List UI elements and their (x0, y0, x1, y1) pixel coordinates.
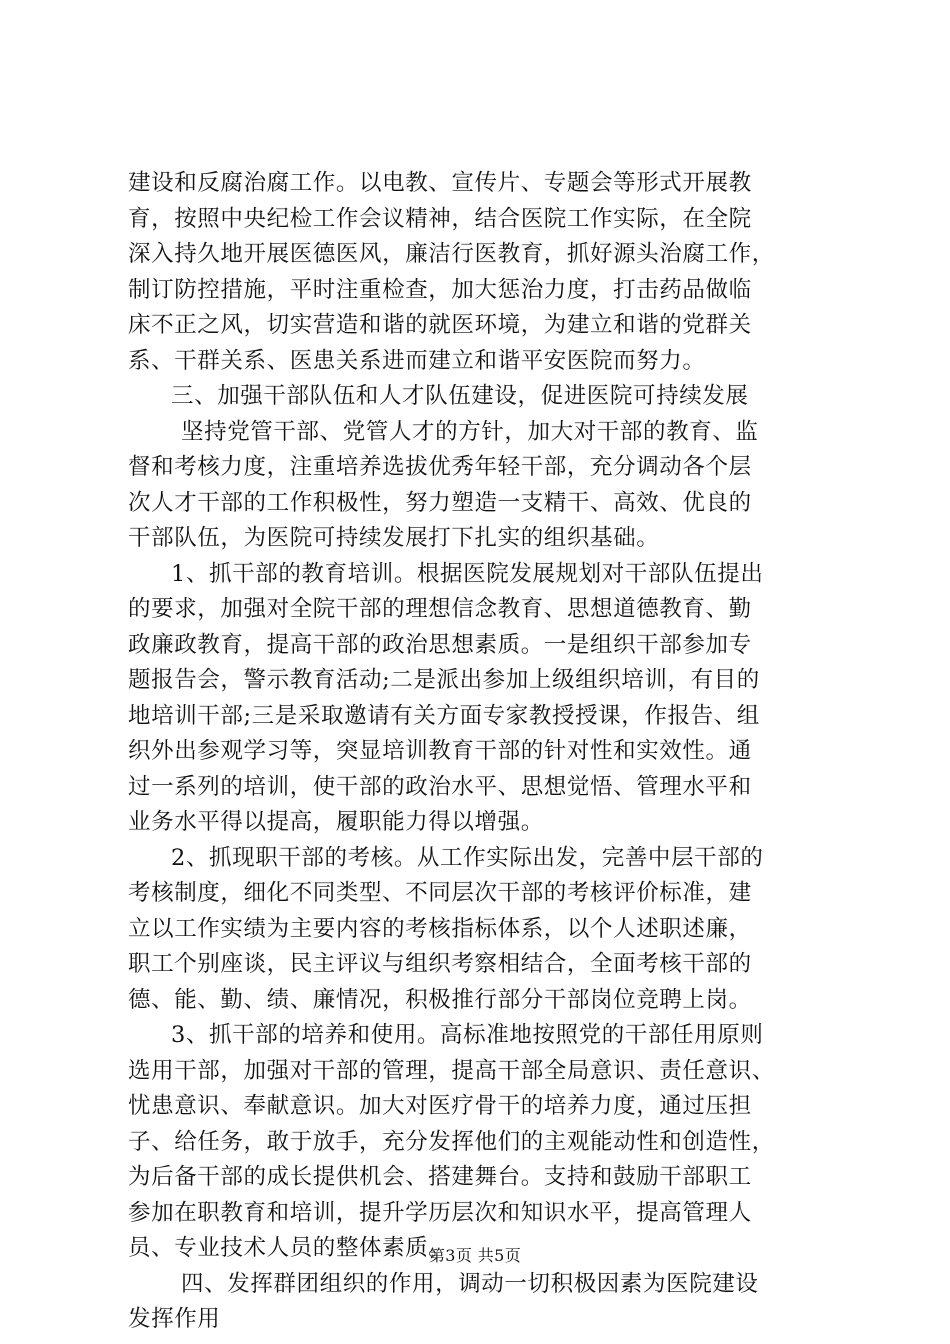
document-body (128, 166, 833, 1338)
body-line: 子、给任务，敢于放手，充分发挥他们的主观能动性和创造性， (128, 1128, 775, 1155)
body-line: 床不正之风，切实营造和谐的就医环境，为建立和谐的党群关 (128, 312, 752, 338)
body-line: 建设和反腐治腐工作。以电教、宣传片、专题会等形式开展教 (128, 170, 752, 196)
body-line: 立以工作实绩为主要内容的考核指标体系，以个人述职述廉， (128, 915, 752, 942)
body-line: 制订防控措施，平时注重检查，加大惩治力度，打击药品做临 (128, 276, 752, 303)
body-line: 织外出参观学习等，突显培训教育干部的针对性和实效性。通 (128, 738, 752, 764)
section-heading: 四、发挥群团组织的作用，调动一切积极因素为医院建设 (181, 1270, 759, 1297)
paragraph-start: 1、抓干部的教育培训。根据医院发展规划对干部队伍提出 (171, 560, 764, 587)
body-line: 系、干群关系、医患关系进而建立和谐平安医院而努力。 (128, 347, 706, 374)
paragraph-start: 坚持党管干部、党管人才的方针，加大对干部的教育、监 (181, 418, 759, 445)
body-line: 的要求，加强对全院干部的理想信念教育、思想道德教育、勤 (128, 596, 752, 622)
body-line: 员、专业技术人员的整体素质。 (128, 1235, 452, 1261)
body-line: 选用干部，加强对干部的管理，提高干部全局意识、责任意识、 (128, 1057, 775, 1084)
body-line: 参加在职教育和培训，提升学历层次和知识水平，提高管理人 (128, 1199, 752, 1226)
body-line: 为后备干部的成长提供机会、搭建舞台。支持和鼓励干部职工 (128, 1164, 752, 1190)
body-line: 干部队伍，为医院可持续发展打下扎实的组织基础。 (128, 525, 660, 551)
body-line: 德、能、勤、绩、廉情况，积极推行部分干部岗位竞聘上岗。 (128, 986, 752, 1013)
body-line: 考核制度，细化不同类型、不同层次干部的考核评价标准，建 (128, 880, 752, 906)
body-line: 育，按照中央纪检工作会议精神，结合医院工作实际，在全院 (128, 205, 752, 232)
paragraph-start: 3、抓干部的培养和使用。高标准地按照党的干部任用原则 (171, 1022, 764, 1048)
body-line: 次人才干部的工作积极性，努力塑造一支精干、高效、优良的 (128, 489, 752, 516)
body-line: 忧患意识、奉献意识。加大对医疗骨干的培养力度，通过压担 (128, 1093, 752, 1119)
body-line: 政廉政教育，提高干部的政治思想素质。一是组织干部参加专 (128, 631, 752, 658)
body-line: 职工个别座谈，民主评议与组织考察相结合，全面考核干部的 (128, 951, 752, 977)
body-line: 发挥作用 (128, 1306, 221, 1332)
body-line: 过一系列的培训，使干部的政治水平、思想觉悟、管理水平和 (128, 773, 752, 800)
body-line: 地培训干部;三是采取邀请有关方面专家教授授课，作报告、组 (128, 702, 760, 729)
section-heading: 三、加强干部队伍和人才队伍建设，促进医院可持续发展 (171, 383, 749, 409)
paragraph-start: 2、抓现职干部的考核。从工作实际出发，完善中层干部的 (171, 844, 764, 871)
body-line: 题报告会，警示教育活动;二是派出参加上级组织培训，有目的 (128, 667, 760, 693)
body-line: 业务水平得以提高，履职能力得以增强。 (128, 809, 544, 835)
page-number-footer: 第3页 共5页 (428, 1246, 522, 1265)
body-line: 深入持久地开展医德医风，廉洁行医教育，抓好源头治腐工作， (128, 241, 775, 267)
body-line: 督和考核力度，注重培养选拔优秀年轻干部，充分调动各个层 (128, 454, 752, 480)
